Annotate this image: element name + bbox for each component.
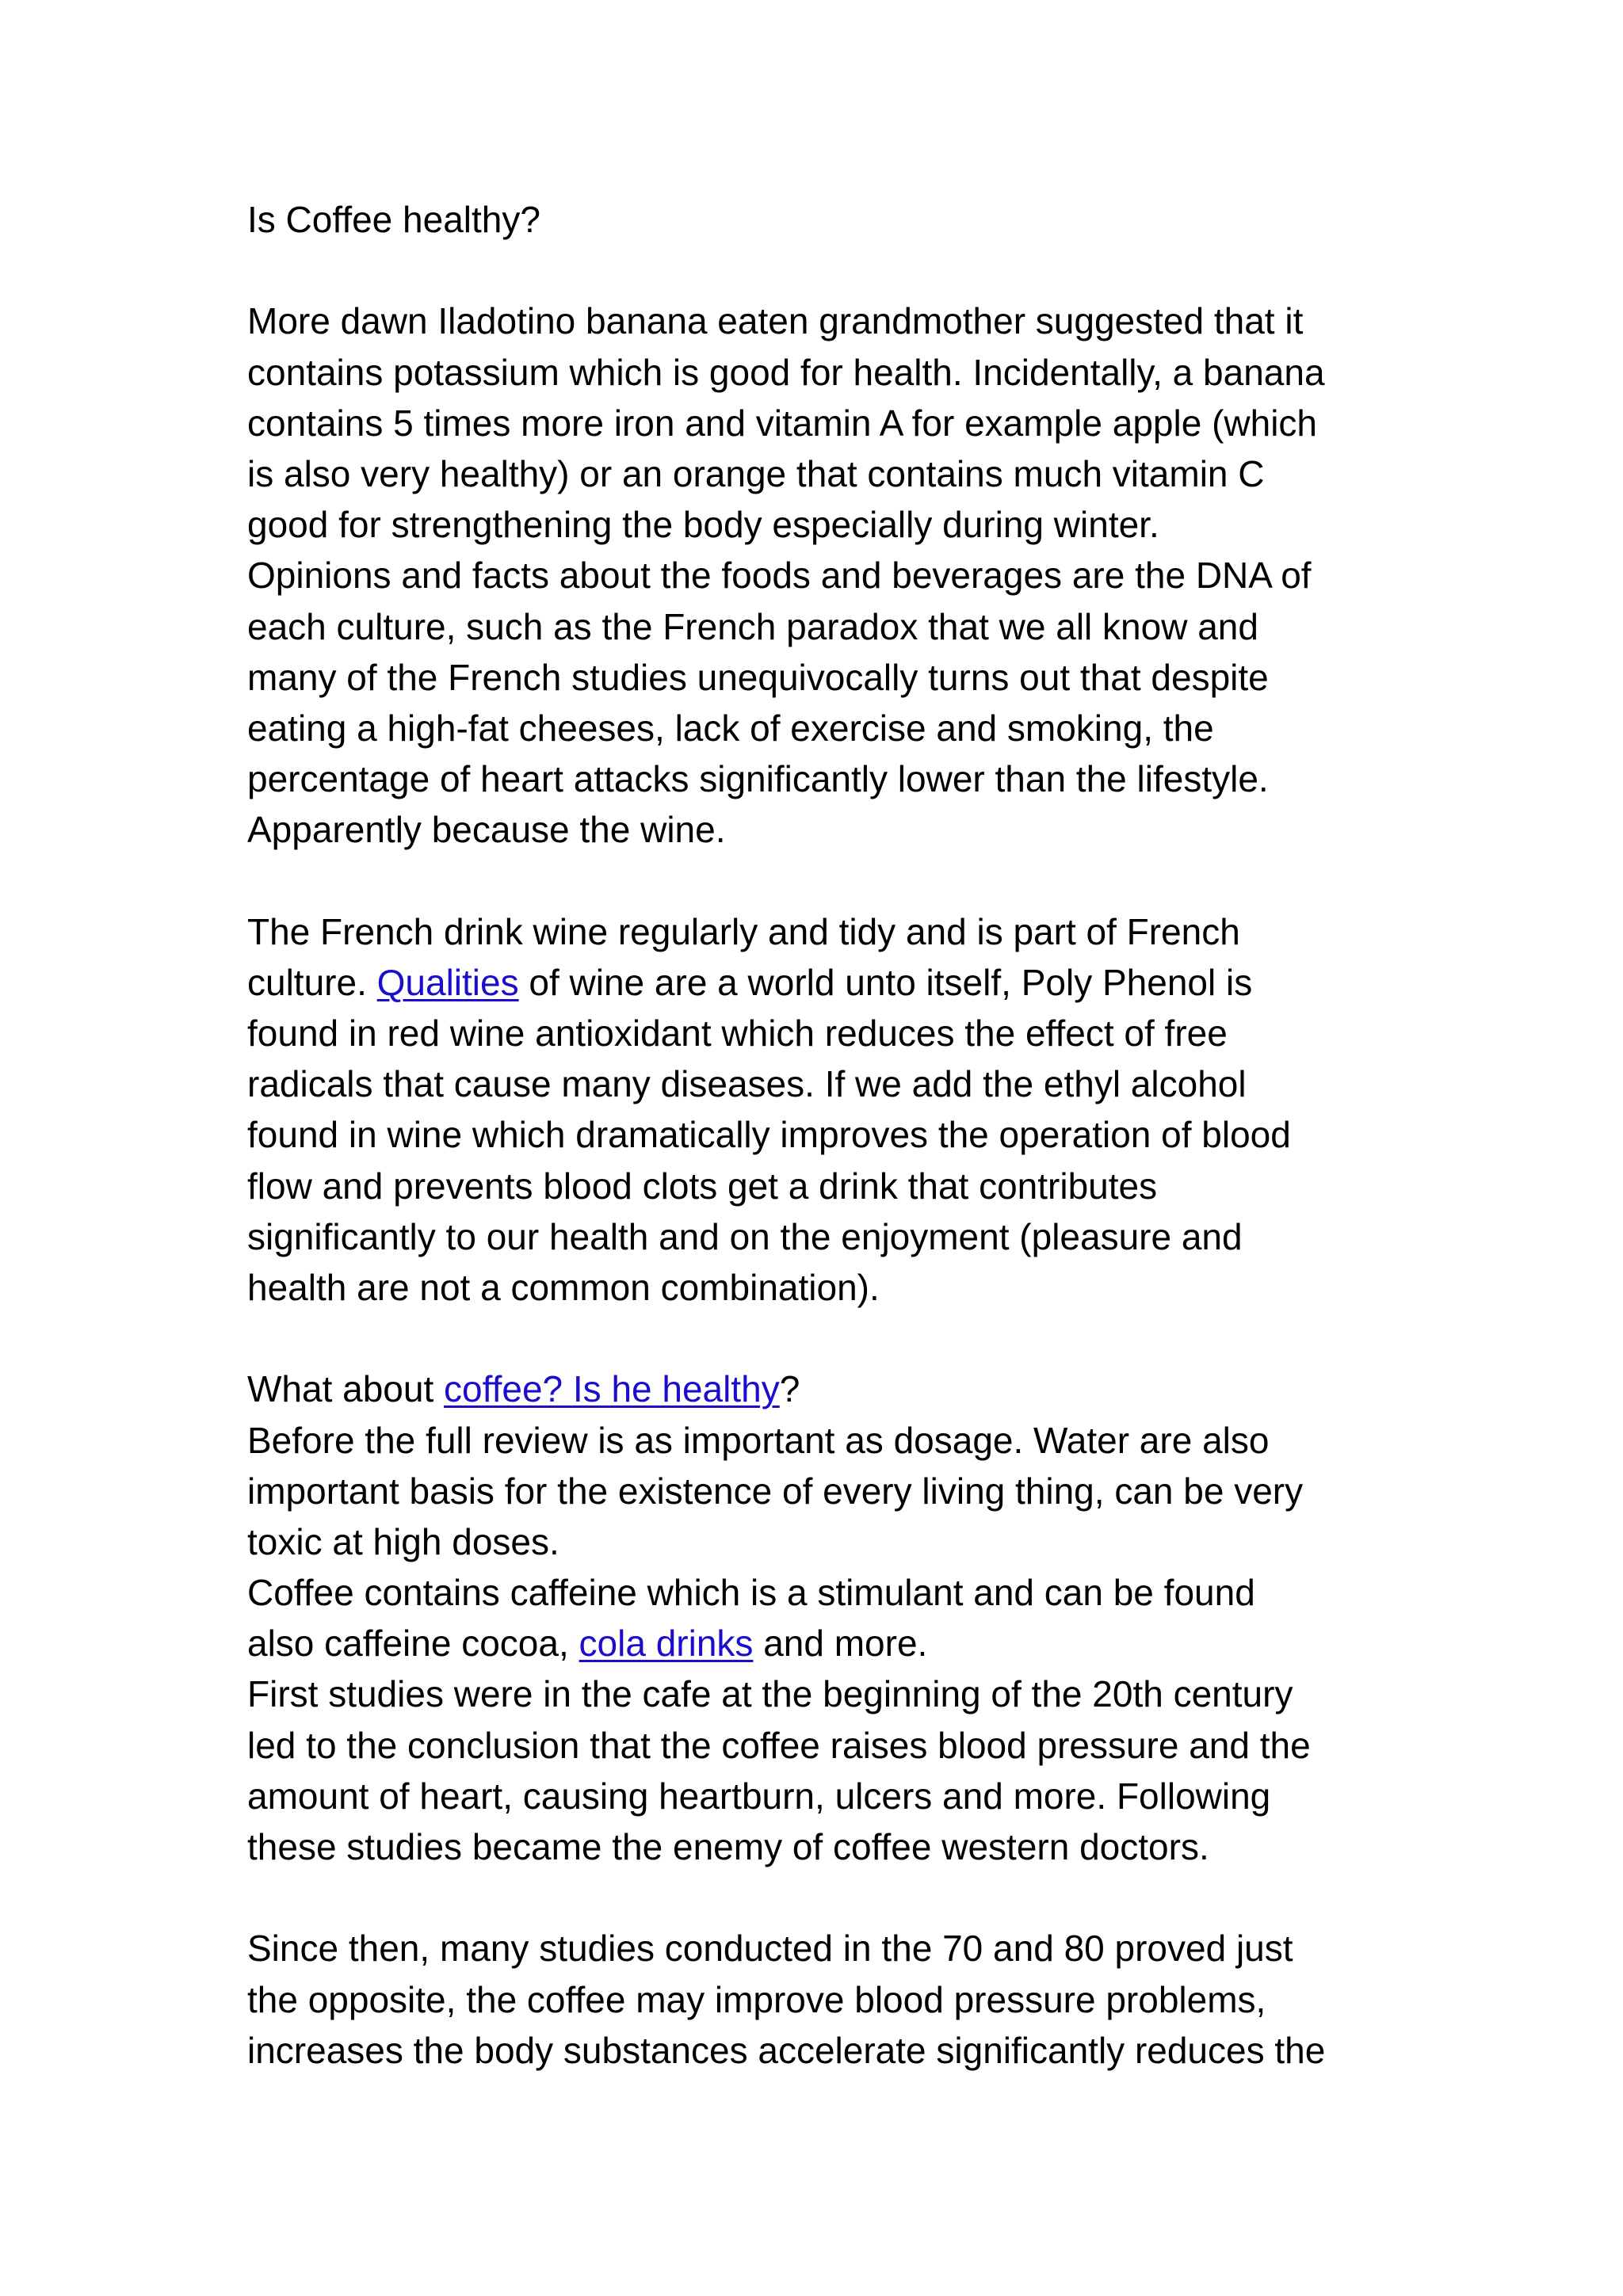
text-fragment: of wine are a world unto itself, Poly Phenol is xyxy=(518,961,1253,1003)
text-line: percentage of heart attacks significantly lower than the lifestyle. xyxy=(247,758,1269,800)
text-line: many of the French studies unequivocally turns out that despite xyxy=(247,656,1269,698)
paragraph-4 xyxy=(247,1923,1396,2076)
text-line: found in wine which dramatically improves the operation of blood xyxy=(247,1114,1291,1156)
paragraph-2 xyxy=(247,906,1396,1314)
text-line: found in red wine antioxidant which reduces the effect of free xyxy=(247,1013,1228,1054)
text-line: toxic at high doses. xyxy=(247,1520,559,1562)
text-line: important basis for the existence of every living thing, can be very xyxy=(247,1470,1304,1512)
text-line: Coffee contains caffeine which is a stimulant and can be found xyxy=(247,1572,1255,1614)
text-line: radicals that cause many diseases. If we add the ethyl alcohol xyxy=(247,1063,1247,1105)
text-line: Opinions and facts about the foods and beverages are the DNA of xyxy=(247,555,1312,597)
document-title: Is Coffee healthy? xyxy=(247,199,540,240)
text-line: eating a high-fat cheeses, lack of exercise and smoking, the xyxy=(247,707,1214,749)
paragraph-1 xyxy=(247,296,1396,855)
document-body xyxy=(247,194,1396,2076)
text-line: significantly to our health and on the enjoyment (pleasure and xyxy=(247,1215,1243,1257)
text-line: led to the conclusion that the coffee raises blood pressure and the xyxy=(247,1724,1311,1766)
text-line-with-link xyxy=(247,957,1396,1008)
paragraph-3 xyxy=(247,1363,1396,1872)
text-line: health are not a common combination). xyxy=(247,1266,880,1308)
text-line: each culture, such as the French paradox that we all know and xyxy=(247,605,1258,647)
text-line: The French drink wine regularly and tidy and is part of French xyxy=(247,910,1240,952)
coffee-healthy-link[interactable]: coffee? Is he healthy xyxy=(444,1368,780,1410)
text-line: these studies became the enemy of coffee western doctors. xyxy=(247,1826,1209,1867)
text-line: Before the full review is as important as dosage. Water are also xyxy=(247,1419,1270,1461)
text-fragment: culture. xyxy=(247,961,377,1003)
text-line: More dawn Iladotino banana eaten grandmother suggested that it xyxy=(247,300,1304,342)
text-line: increases the body substances accelerate significantly reduces the xyxy=(247,2029,1326,2071)
text-line-with-link xyxy=(247,1363,1396,1414)
text-line: is also very healthy) or an orange that contains much vitamin C xyxy=(247,452,1265,494)
paragraph-spacer xyxy=(247,1872,1396,1923)
text-line: First studies were in the cafe at the beginning of the 20th century xyxy=(247,1673,1293,1715)
text-line-with-link xyxy=(247,1618,1396,1669)
text-fragment: ? xyxy=(779,1368,800,1410)
text-line: contains potassium which is good for health. Incidentally, a banana xyxy=(247,351,1325,393)
text-fragment: and more. xyxy=(753,1623,928,1665)
text-line: contains 5 times more iron and vitamin A for example apple (which xyxy=(247,402,1317,444)
text-line: the opposite, the coffee may improve blood pressure problems, xyxy=(247,1978,1266,2020)
paragraph-spacer xyxy=(247,1313,1396,1363)
text-fragment: What about xyxy=(247,1368,445,1410)
paragraph-spacer xyxy=(247,855,1396,906)
text-line: amount of heart, causing heartburn, ulcers and more. Following xyxy=(247,1775,1271,1817)
text-fragment: also caffeine cocoa, xyxy=(247,1623,579,1665)
text-line: Apparently because the wine. xyxy=(247,809,726,851)
text-line: Since then, many studies conducted in the 70 and 80 proved just xyxy=(247,1928,1293,1970)
qualities-link[interactable]: Qualities xyxy=(376,961,519,1003)
text-line: flow and prevents blood clots get a drink that contributes xyxy=(247,1165,1158,1207)
paragraph-spacer xyxy=(247,245,1396,296)
text-line: good for strengthening the body especially during winter. xyxy=(247,504,1159,546)
cola-drinks-link[interactable]: cola drinks xyxy=(579,1623,754,1665)
